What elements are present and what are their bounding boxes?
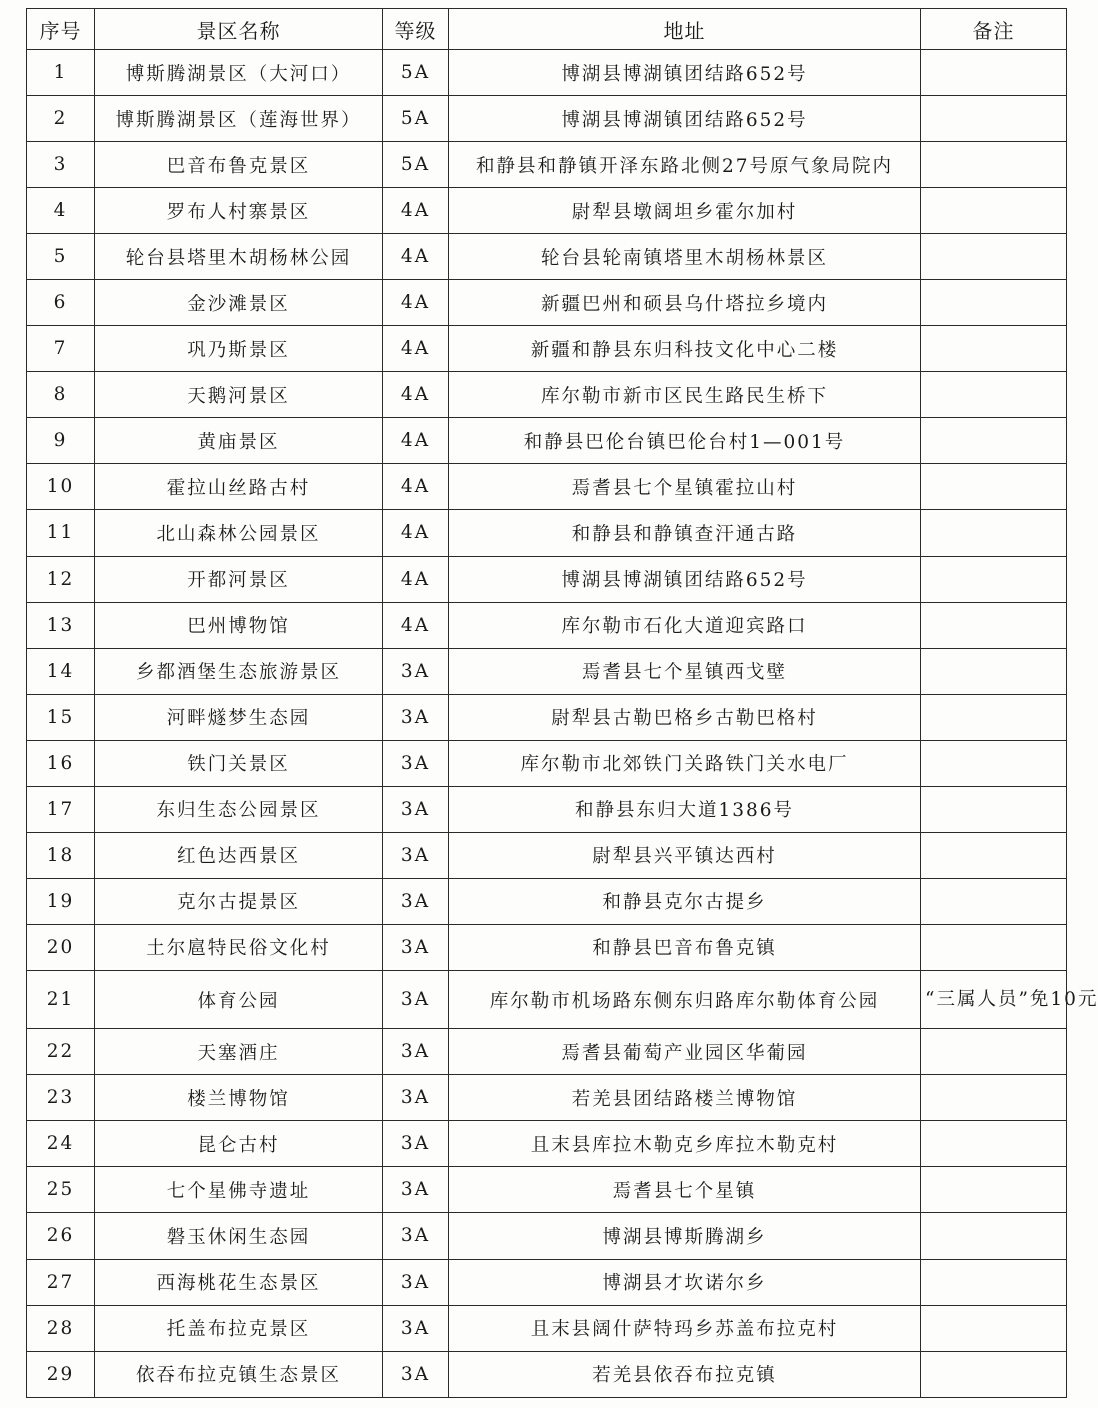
table-body [27, 50, 1098, 1398]
grade-cell: 4A [383, 326, 449, 372]
address-cell: 若羌县依吞布拉克镇 [449, 1351, 921, 1397]
note-cell [921, 280, 1067, 326]
grade-cell: 4A [383, 602, 449, 648]
table-row [27, 878, 1067, 924]
note-cell [921, 832, 1067, 878]
note-cell [921, 142, 1067, 188]
scenic-area-list-document [26, 8, 1098, 1398]
name-cell: 依吞布拉克镇生态景区 [95, 1351, 383, 1397]
grade-cell: 3A [383, 1121, 449, 1167]
grade-cell: 3A [383, 786, 449, 832]
table-row [27, 188, 1067, 234]
name-cell: 七个星佛寺遗址 [95, 1167, 383, 1213]
grade-cell: 3A [383, 648, 449, 694]
num-cell: 11 [27, 510, 95, 556]
address-cell: 尉犁县古勒巴格乡古勒巴格村 [449, 694, 921, 740]
address-cell: 轮台县轮南镇塔里木胡杨林景区 [449, 234, 921, 280]
num-cell: 24 [27, 1121, 95, 1167]
note-cell [921, 1351, 1067, 1397]
num-cell: 20 [27, 924, 95, 970]
name-cell: 托盖布拉克景区 [95, 1305, 383, 1351]
note-cell [921, 510, 1067, 556]
num-cell: 15 [27, 694, 95, 740]
num-cell: 8 [27, 372, 95, 418]
name-cell: 北山森林公园景区 [95, 510, 383, 556]
table-row [27, 556, 1067, 602]
address-cell: 博湖县博斯腾湖乡 [449, 1213, 921, 1259]
table-row [27, 372, 1067, 418]
name-cell: 体育公园 [95, 970, 383, 1028]
table-row [27, 50, 1067, 96]
note-cell [921, 1213, 1067, 1259]
address-cell: 若羌县团结路楼兰博物馆 [449, 1075, 921, 1121]
note-cell [921, 602, 1067, 648]
header-grade: 等级 [383, 9, 449, 50]
table-row [27, 740, 1067, 786]
table-row [27, 96, 1067, 142]
grade-cell: 4A [383, 418, 449, 464]
num-cell: 1 [27, 50, 95, 96]
table-row [27, 924, 1067, 970]
num-cell: 25 [27, 1167, 95, 1213]
name-cell: 巴州博物馆 [95, 602, 383, 648]
num-cell: 12 [27, 556, 95, 602]
num-cell: 9 [27, 418, 95, 464]
grade-cell: 4A [383, 188, 449, 234]
note-cell [921, 418, 1067, 464]
name-cell: 金沙滩景区 [95, 280, 383, 326]
name-cell: 开都河景区 [95, 556, 383, 602]
num-cell: 6 [27, 280, 95, 326]
table-row [27, 1029, 1067, 1075]
table-row [27, 786, 1067, 832]
num-cell: 17 [27, 786, 95, 832]
address-cell: 博湖县博湖镇团结路652号 [449, 556, 921, 602]
num-cell: 22 [27, 1029, 95, 1075]
name-cell: 博斯腾湖景区（莲海世界） [95, 96, 383, 142]
name-cell: 东归生态公园景区 [95, 786, 383, 832]
table-row [27, 510, 1067, 556]
grade-cell: 4A [383, 372, 449, 418]
address-cell: 和静县东归大道1386号 [449, 786, 921, 832]
num-cell: 19 [27, 878, 95, 924]
address-cell: 焉耆县葡萄产业园区华葡园 [449, 1029, 921, 1075]
note-cell [921, 1029, 1067, 1075]
address-cell: 尉犁县墩阔坦乡霍尔加村 [449, 188, 921, 234]
name-cell: 天塞酒庄 [95, 1029, 383, 1075]
grade-cell: 4A [383, 464, 449, 510]
num-cell: 28 [27, 1305, 95, 1351]
grade-cell: 5A [383, 96, 449, 142]
name-cell: 博斯腾湖景区（大河口） [95, 50, 383, 96]
table-row [27, 280, 1067, 326]
num-cell: 5 [27, 234, 95, 280]
note-cell [921, 234, 1067, 280]
name-cell: 楼兰博物馆 [95, 1075, 383, 1121]
grade-cell: 3A [383, 1029, 449, 1075]
note-cell [921, 878, 1067, 924]
grade-cell: 3A [383, 878, 449, 924]
name-cell: 黄庙景区 [95, 418, 383, 464]
grade-cell: 3A [383, 1167, 449, 1213]
name-cell: 河畔燧梦生态园 [95, 694, 383, 740]
address-cell: 焉耆县七个星镇霍拉山村 [449, 464, 921, 510]
name-cell: 西海桃花生态景区 [95, 1259, 383, 1305]
table-row [27, 602, 1067, 648]
name-cell: 巴音布鲁克景区 [95, 142, 383, 188]
num-cell: 18 [27, 832, 95, 878]
address-cell: 库尔勒市机场路东侧东归路库尔勒体育公园 [449, 970, 921, 1028]
name-cell: 克尔古提景区 [95, 878, 383, 924]
note-cell [921, 464, 1067, 510]
table-row [27, 648, 1067, 694]
grade-cell: 4A [383, 556, 449, 602]
grade-cell: 4A [383, 510, 449, 556]
table-row [27, 694, 1067, 740]
grade-cell: 3A [383, 970, 449, 1028]
table-row [27, 1167, 1067, 1213]
address-cell: 焉耆县七个星镇西戈壁 [449, 648, 921, 694]
note-cell [921, 786, 1067, 832]
name-cell: 磐玉休闲生态园 [95, 1213, 383, 1259]
grade-cell: 5A [383, 50, 449, 96]
name-cell: 轮台县塔里木胡杨林公园 [95, 234, 383, 280]
num-cell: 26 [27, 1213, 95, 1259]
address-cell: 库尔勒市北郊铁门关路铁门关水电厂 [449, 740, 921, 786]
name-cell: 罗布人村寨景区 [95, 188, 383, 234]
note-cell [921, 740, 1067, 786]
num-cell: 3 [27, 142, 95, 188]
name-cell: 红色达西景区 [95, 832, 383, 878]
note-cell [921, 648, 1067, 694]
address-cell: 和静县和静镇查汗通古路 [449, 510, 921, 556]
note-cell [921, 1121, 1067, 1167]
note-cell [921, 96, 1067, 142]
num-cell: 2 [27, 96, 95, 142]
num-cell: 7 [27, 326, 95, 372]
num-cell: 23 [27, 1075, 95, 1121]
note-cell [921, 326, 1067, 372]
name-cell: 天鹅河景区 [95, 372, 383, 418]
name-cell: 巩乃斯景区 [95, 326, 383, 372]
table-row [27, 326, 1067, 372]
table-row [27, 1121, 1067, 1167]
grade-cell: 3A [383, 924, 449, 970]
address-cell: 博湖县博湖镇团结路652号 [449, 50, 921, 96]
name-cell: 铁门关景区 [95, 740, 383, 786]
table-row [27, 832, 1067, 878]
table-row [27, 1305, 1067, 1351]
table-row [27, 970, 1067, 1028]
grade-cell: 3A [383, 694, 449, 740]
grade-cell: 3A [383, 740, 449, 786]
address-cell: 且末县库拉木勒克乡库拉木勒克村 [449, 1121, 921, 1167]
name-cell: 昆仑古村 [95, 1121, 383, 1167]
address-cell: 和静县克尔古提乡 [449, 878, 921, 924]
num-cell: 4 [27, 188, 95, 234]
note-cell [921, 1305, 1067, 1351]
address-cell: 尉犁县兴平镇达西村 [449, 832, 921, 878]
header-num: 序号 [27, 9, 95, 50]
num-cell: 16 [27, 740, 95, 786]
note-cell [921, 188, 1067, 234]
note-cell [921, 1167, 1067, 1213]
note-cell [921, 694, 1067, 740]
num-cell: 29 [27, 1351, 95, 1397]
header-name: 景区名称 [95, 9, 383, 50]
note-cell [921, 924, 1067, 970]
address-cell: 新疆巴州和硕县乌什塔拉乡境内 [449, 280, 921, 326]
table-row [27, 464, 1067, 510]
table-row [27, 234, 1067, 280]
note-cell: “三属人员”免10元 [921, 970, 1067, 1028]
grade-cell: 5A [383, 142, 449, 188]
name-cell: 乡都酒堡生态旅游景区 [95, 648, 383, 694]
num-cell: 21 [27, 970, 95, 1028]
address-cell: 库尔勒市新市区民生路民生桥下 [449, 372, 921, 418]
table-row [27, 1351, 1067, 1397]
name-cell: 土尔扈特民俗文化村 [95, 924, 383, 970]
grade-cell: 3A [383, 1305, 449, 1351]
name-cell: 霍拉山丝路古村 [95, 464, 383, 510]
table-row [27, 418, 1067, 464]
address-cell: 和静县巴伦台镇巴伦台村1—001号 [449, 418, 921, 464]
address-cell: 和静县和静镇开泽东路北侧27号原气象局院内 [449, 142, 921, 188]
address-cell: 和静县巴音布鲁克镇 [449, 924, 921, 970]
grade-cell: 4A [383, 280, 449, 326]
address-cell: 且末县阔什萨特玛乡苏盖布拉克村 [449, 1305, 921, 1351]
grade-cell: 3A [383, 832, 449, 878]
grade-cell: 3A [383, 1351, 449, 1397]
note-cell [921, 1259, 1067, 1305]
note-cell [921, 556, 1067, 602]
address-cell: 焉耆县七个星镇 [449, 1167, 921, 1213]
table-header-row [27, 9, 1067, 50]
grade-cell: 3A [383, 1259, 449, 1305]
table-row [27, 142, 1067, 188]
grade-cell: 3A [383, 1213, 449, 1259]
num-cell: 13 [27, 602, 95, 648]
note-cell [921, 1075, 1067, 1121]
table-row [27, 1259, 1067, 1305]
note-cell [921, 372, 1067, 418]
note-cell [921, 50, 1067, 96]
scenic-area-table [26, 8, 1098, 1398]
num-cell: 10 [27, 464, 95, 510]
address-cell: 新疆和静县东归科技文化中心二楼 [449, 326, 921, 372]
header-address: 地址 [449, 9, 921, 50]
address-cell: 库尔勒市石化大道迎宾路口 [449, 602, 921, 648]
num-cell: 27 [27, 1259, 95, 1305]
grade-cell: 3A [383, 1075, 449, 1121]
grade-cell: 4A [383, 234, 449, 280]
header-note: 备注 [921, 9, 1067, 50]
address-cell: 博湖县才坎诺尔乡 [449, 1259, 921, 1305]
table-row [27, 1075, 1067, 1121]
num-cell: 14 [27, 648, 95, 694]
table-row [27, 1213, 1067, 1259]
address-cell: 博湖县博湖镇团结路652号 [449, 96, 921, 142]
